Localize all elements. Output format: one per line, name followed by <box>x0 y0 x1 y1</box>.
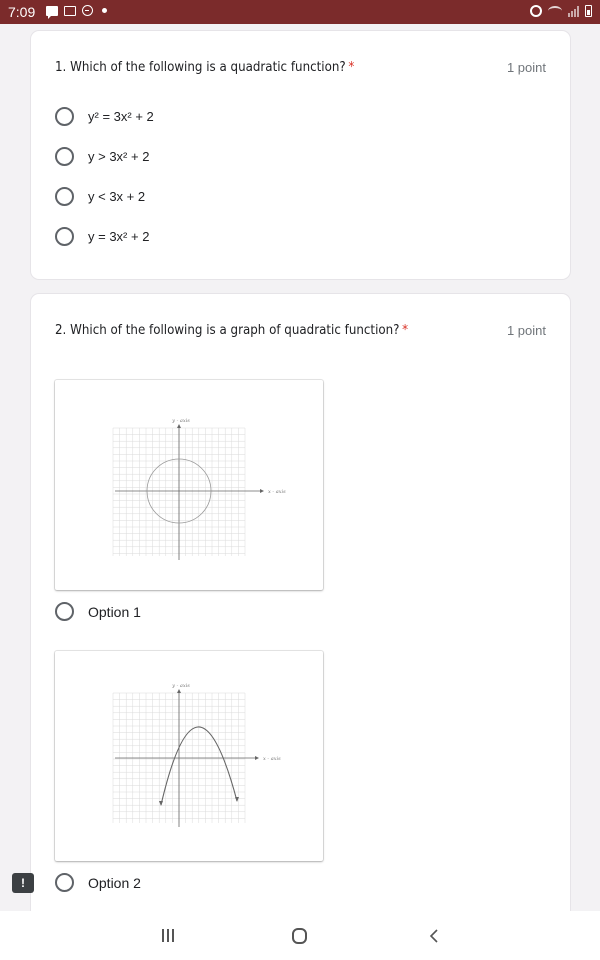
question-points: 1 point <box>506 60 546 75</box>
radio-button[interactable] <box>55 227 74 246</box>
answer-option[interactable] <box>55 187 145 206</box>
required-asterisk: * <box>348 59 355 75</box>
question-title: 2. Which of the following is a graph of quadratic function? * <box>55 322 409 338</box>
question-card-1 <box>31 31 570 279</box>
recents-button[interactable] <box>162 929 174 942</box>
back-button[interactable] <box>426 928 442 944</box>
image-icon <box>64 6 76 16</box>
option-label: y = 3x² + 2 <box>88 229 150 244</box>
x-axis-arrow <box>260 489 264 493</box>
status-icons-right <box>530 5 592 17</box>
answer-option[interactable] <box>55 107 154 126</box>
radio-button[interactable] <box>55 873 74 892</box>
answer-option[interactable] <box>55 147 149 166</box>
x-axis-arrow <box>255 756 259 760</box>
question-title: 1. Which of the following is a quadratic function? * <box>55 59 355 75</box>
wifi-icon <box>548 6 562 16</box>
status-time: 7:09 <box>8 4 36 20</box>
required-asterisk: * <box>402 322 409 338</box>
back-chevron-icon <box>431 930 437 942</box>
radio-button[interactable] <box>55 147 74 166</box>
message-icon <box>46 6 58 16</box>
radio-button[interactable] <box>55 107 74 126</box>
radio-button[interactable] <box>55 602 74 621</box>
option-label: y < 3x + 2 <box>88 189 146 204</box>
question-card-2 <box>31 294 570 924</box>
answer-option[interactable] <box>55 602 141 621</box>
y-axis-label: y - axis <box>172 418 190 424</box>
circle-graph <box>55 380 323 590</box>
option-label: Option 2 <box>88 874 141 891</box>
option-image-parabola-graph <box>55 651 323 861</box>
radio-button[interactable] <box>55 187 74 206</box>
option-label: y² = 3x² + 2 <box>88 109 154 124</box>
y-axis-arrow <box>177 424 181 428</box>
dot-icon <box>102 8 107 13</box>
home-button[interactable] <box>292 928 307 944</box>
answer-option[interactable] <box>55 873 141 892</box>
y-axis-label: y - axis <box>172 683 190 689</box>
y-axis-arrow <box>177 689 181 693</box>
status-icons-left <box>46 5 107 16</box>
option-image-circle-graph <box>55 380 323 590</box>
x-axis-label: x - axis <box>268 489 286 495</box>
minus-circle-icon <box>82 5 93 16</box>
answer-option[interactable] <box>55 227 149 246</box>
alarm-icon <box>530 5 542 17</box>
option-label: y > 3x² + 2 <box>88 149 150 164</box>
parabola-graph <box>55 651 323 861</box>
option-label: Option 1 <box>88 603 141 620</box>
battery-icon <box>585 5 592 17</box>
nav-bar <box>0 911 600 960</box>
status-bar <box>0 0 600 24</box>
report-feedback-button[interactable]: ! <box>12 873 34 893</box>
x-axis-label: x - axis <box>263 756 281 762</box>
question-points: 1 point <box>506 323 546 338</box>
signal-icon <box>568 6 579 17</box>
